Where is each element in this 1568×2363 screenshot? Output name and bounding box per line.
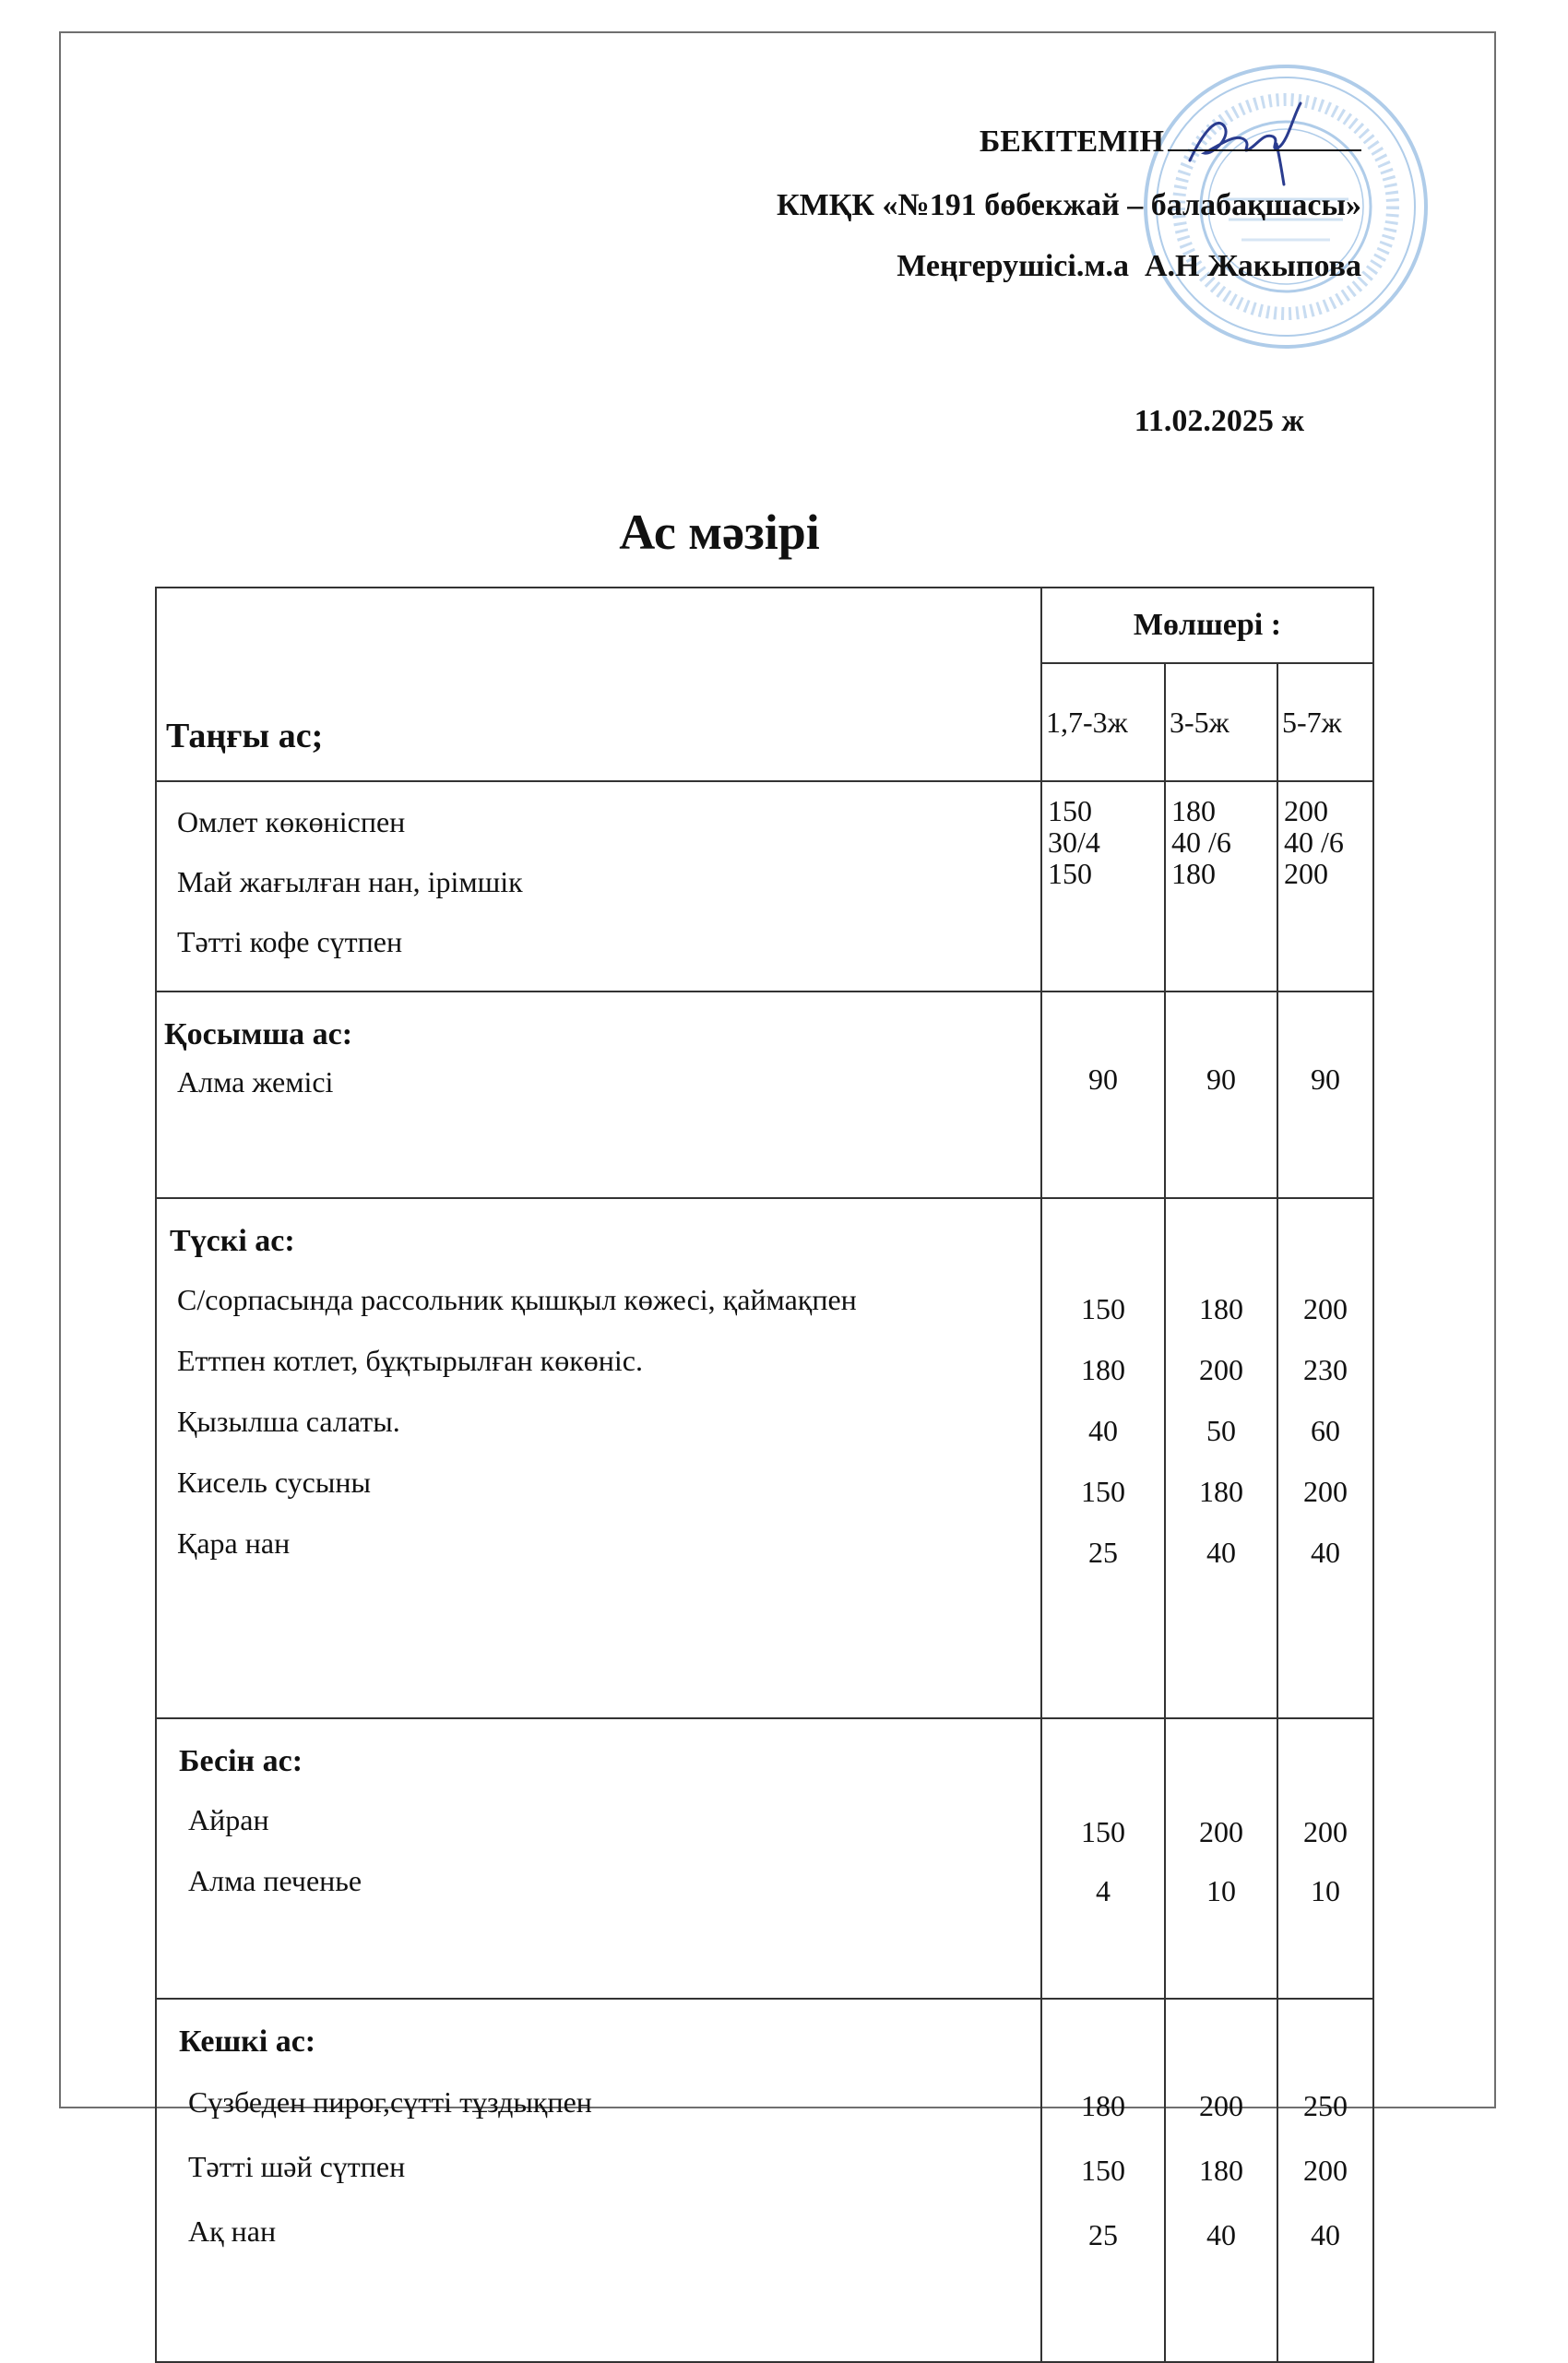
amount-value: 150 <box>1048 857 1092 890</box>
amount-value: 200 <box>1284 857 1328 890</box>
amount-value: 150 <box>1081 1815 1125 1848</box>
amount-value: 40 /6 <box>1284 825 1344 859</box>
meal-header-cell <box>156 588 1041 781</box>
breakfast-title: Таңғы ас; <box>166 717 324 755</box>
lunch-amounts-3 <box>1277 1198 1373 1718</box>
amount-value: 200 <box>1199 1353 1243 1386</box>
amount-value: 30/4 <box>1048 825 1100 859</box>
afternoon-amounts-3 <box>1277 1718 1373 1999</box>
dinner-amounts-2 <box>1165 1999 1277 2362</box>
dinner-amounts-1 <box>1041 1999 1165 2362</box>
amount-value: 200 <box>1199 1815 1243 1848</box>
amount-value: 180 <box>1199 1292 1243 1325</box>
snack-amount-3: 90 <box>1277 992 1373 1198</box>
dinner-title: Кешкі ас: <box>179 2025 316 2059</box>
page-title: Ас мәзірі <box>619 505 820 560</box>
lunch-amounts-2 <box>1165 1198 1277 1718</box>
lunch-amounts-1 <box>1041 1198 1165 1718</box>
signature-line <box>1168 118 1361 151</box>
amount-value: 200 <box>1199 2089 1243 2122</box>
amount-value: 180 <box>1081 1353 1125 1386</box>
breakfast-items <box>156 781 1041 992</box>
breakfast-amounts-1 <box>1041 781 1165 992</box>
amount-value: 200 <box>1303 1292 1348 1325</box>
snack-amount-2: 90 <box>1165 992 1277 1198</box>
meal-item: Ақ нан <box>188 2215 277 2248</box>
amount-value: 180 <box>1171 794 1216 827</box>
lunch-items <box>156 1198 1041 1718</box>
head-name: А.Н Жакыпова <box>1144 249 1361 283</box>
afternoon-items <box>156 1718 1041 1999</box>
amount-value: 40 <box>1311 1536 1340 1569</box>
age-group-3: 5-7ж <box>1277 663 1373 781</box>
age-group-1: 1,7-3ж <box>1041 663 1165 781</box>
breakfast-row <box>156 781 1373 992</box>
meal-item: Омлет көкөніспен <box>177 805 406 838</box>
amount-value: 25 <box>1088 1536 1118 1569</box>
lunch-row <box>156 1198 1373 1718</box>
amount-value: 150 <box>1048 794 1092 827</box>
amount-value: 200 <box>1303 2154 1348 2187</box>
amount-value: 250 <box>1303 2089 1348 2122</box>
document-date: 11.02.2025 ж <box>1134 404 1304 438</box>
meal-item: С/сорпасында рассольник қышқыл көжесі, қаймақпен <box>177 1283 857 1316</box>
amount-value: 60 <box>1311 1414 1340 1447</box>
amount-value: 10 <box>1311 1874 1340 1907</box>
breakfast-amounts-3 <box>1277 781 1373 992</box>
meal-item: Еттпен котлет, бұқтырылған көкөніс. <box>177 1344 643 1377</box>
amount-value: 40 <box>1311 2218 1340 2251</box>
amount-header: Мөлшері : <box>1041 588 1373 663</box>
dinner-items <box>156 1999 1041 2362</box>
snack-title: Қосымша ас: <box>164 1017 353 1051</box>
amount-value: 10 <box>1206 1874 1236 1907</box>
amount-value: 4 <box>1096 1874 1111 1907</box>
amount-value: 200 <box>1303 1815 1348 1848</box>
meal-item: Қызылша салаты. <box>177 1405 400 1438</box>
snack-row <box>156 992 1373 1198</box>
amount-value: 40 <box>1206 1536 1236 1569</box>
amount-value: 50 <box>1206 1414 1236 1447</box>
approve-label: БЕКІТЕМІН <box>979 125 1164 159</box>
age-group-2: 3-5ж <box>1165 663 1277 781</box>
table-header-row <box>156 588 1373 663</box>
afternoon-title: Бесін ас: <box>179 1744 303 1778</box>
dinner-amounts-3 <box>1277 1999 1373 2362</box>
approval-line <box>980 118 1361 160</box>
amount-value: 180 <box>1081 2089 1125 2122</box>
amount-value: 40 /6 <box>1171 825 1231 859</box>
amount-value: 230 <box>1303 1353 1348 1386</box>
amount-value: 150 <box>1081 2154 1125 2187</box>
meal-item: Алма печенье <box>188 1864 362 1897</box>
amount-value: 180 <box>1171 857 1216 890</box>
meal-item: Алма жемісі <box>177 1065 334 1098</box>
meal-item: Тәтті кофе сүтпен <box>177 925 403 958</box>
amount-value: 180 <box>1199 1475 1243 1508</box>
afternoon-amounts-2 <box>1165 1718 1277 1999</box>
snack-amount-1: 90 <box>1041 992 1165 1198</box>
organization-name: КМҚК «№191 бөбекжай – балабақшасы» <box>777 188 1361 222</box>
meal-item: Сүзбеден пирог,сүтті тұздықпен <box>188 2085 592 2119</box>
meal-item: Айран <box>188 1803 269 1836</box>
head-title: Меңгерушісі.м.а <box>897 249 1129 283</box>
head-line <box>897 249 1361 284</box>
amount-value: 150 <box>1081 1292 1125 1325</box>
meal-item: Кисель сусыны <box>177 1466 371 1499</box>
amount-value: 180 <box>1199 2154 1243 2187</box>
meal-item: Қара нан <box>177 1526 291 1560</box>
lunch-title: Түскі ас: <box>170 1224 295 1258</box>
dinner-row <box>156 1999 1373 2362</box>
amount-value: 150 <box>1081 1475 1125 1508</box>
amount-value: 200 <box>1284 794 1328 827</box>
amount-value: 40 <box>1088 1414 1118 1447</box>
menu-table <box>155 587 1374 2363</box>
meal-item: Тәтті шәй сүтпен <box>188 2150 406 2183</box>
amount-value: 200 <box>1303 1475 1348 1508</box>
breakfast-amounts-2 <box>1165 781 1277 992</box>
amount-value: 40 <box>1206 2218 1236 2251</box>
meal-item: Май жағылған нан, ірімшік <box>177 865 523 898</box>
amount-value: 25 <box>1088 2218 1118 2251</box>
afternoon-amounts-1 <box>1041 1718 1165 1999</box>
afternoon-snack-row <box>156 1718 1373 1999</box>
snack-items <box>156 992 1041 1198</box>
